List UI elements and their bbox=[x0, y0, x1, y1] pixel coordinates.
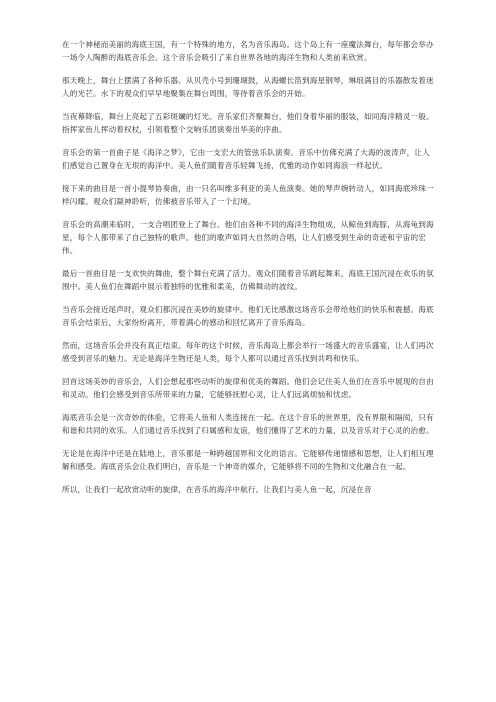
paragraph: 那天晚上，舞台上摆满了各种乐器。从贝壳小号到珊瑚鼓，从海螺长笛到海星钢琴，琳琅满目的乐器散发着迷人的光芒。水下的观众们早早地聚集在舞台周围，等待着音乐会的开始。 bbox=[62, 76, 434, 98]
paragraph: 在一个神秘而美丽的海底王国，有一个特殊的地方，名为音乐海岛。这个岛上有一座魔法舞台，每年都会举办一场令人陶醉的海底音乐会。这个音乐会吸引了来自世界各地的海洋生物和人类前来欣赏。 bbox=[62, 40, 434, 62]
paragraph: 最后一首曲目是一支欢快的舞曲，整个舞台充满了活力。观众们随着音乐跳起舞来，海底王国沉浸在欢乐的氛围中。美人鱼们在舞蹈中展示着独特的优雅和柔美，仿佛舞动的波纹。 bbox=[62, 269, 434, 291]
paragraph: 当夜幕降临，舞台上亮起了五彩斑斓的灯光。音乐家们齐聚舞台，他们身着华丽的服装，如同海洋精灵一般。指挥家鱼儿挥动着权杖，引领着整个交响乐团演奏出华美的序曲。 bbox=[62, 112, 434, 134]
paragraph: 回首这场美妙的音乐会，人们会想起那些动听的旋律和优美的舞蹈。他们会记住美人鱼们在音乐中展现的自由和灵动。他们会感受到音乐所带来的力量，它能够抚慰心灵，让人们远离烦恼和忧虑。 bbox=[62, 377, 434, 399]
paragraph: 音乐会的高潮来临时，一支合唱团登上了舞台。他们由各种不同的海洋生物组成，从鲸鱼到海豚，从海龟到海星，每个人都带来了自己独特的歌声。他们的歌声如同大自然的合唱，让人们感受到生命的奇迹和宇宙的宏伟。 bbox=[62, 220, 434, 255]
paragraph: 接下来的曲目是一首小提琴协奏曲，由一只名叫维多利亚的美人鱼演奏。她的琴声婉转动人，如同海底珍珠一样闪耀。观众们凝神聆听，仿佛被音乐带入了一个幻境。 bbox=[62, 184, 434, 206]
paragraph: 音乐会的第一首曲子是《海洋之梦》，它由一支宏大的管弦乐队演奏。音乐中仿佛充满了大海的波涛声，让人们感觉自己置身在无垠的海洋中。美人鱼们随着音乐轻舞飞扬，优雅的动作如同海浪一样起伏。 bbox=[62, 148, 430, 170]
paragraph: 然而，这场音乐会并没有真正结束。每年的这个时候，音乐海岛上都会举行一场盛大的音乐盛宴，让人们再次感受到音乐的魅力。无论是海洋生物还是人类，每个人都可以通过音乐找到共鸣和快乐。 bbox=[62, 341, 434, 363]
document-page bbox=[62, 38, 434, 506]
paragraph: 海底音乐会是一次奇妙的体验，它将美人鱼和人类连接在一起。在这个音乐的世界里，没有界限和隔阂，只有和谐和共同的欢乐。人们通过音乐找到了归属感和友谊，他们懂得了艺术的力量，以及音乐对于心灵的治愈。 bbox=[62, 413, 434, 435]
paragraph: 当音乐会接近尾声时，观众们都沉浸在美妙的旋律中。他们无比感激这场音乐会带给他们的快乐和震撼。海底音乐会结束后，大家纷纷离开，带着满心的感动和回忆离开了音乐海岛。 bbox=[62, 305, 434, 327]
paragraph: 无论是在海洋中还是在陆地上，音乐都是一种跨越国界和文化的语言。它能够传递情感和思想，让人们相互理解和感受。海底音乐会让我们明白，音乐是一个神奇的媒介，它能够将不同的生物和文化融合在一起。 bbox=[62, 449, 434, 471]
paragraph: 所以，让我们一起欣赏动听的旋律，在音乐的海洋中航行。让我们与美人鱼一起，沉浸在音 bbox=[62, 485, 372, 494]
